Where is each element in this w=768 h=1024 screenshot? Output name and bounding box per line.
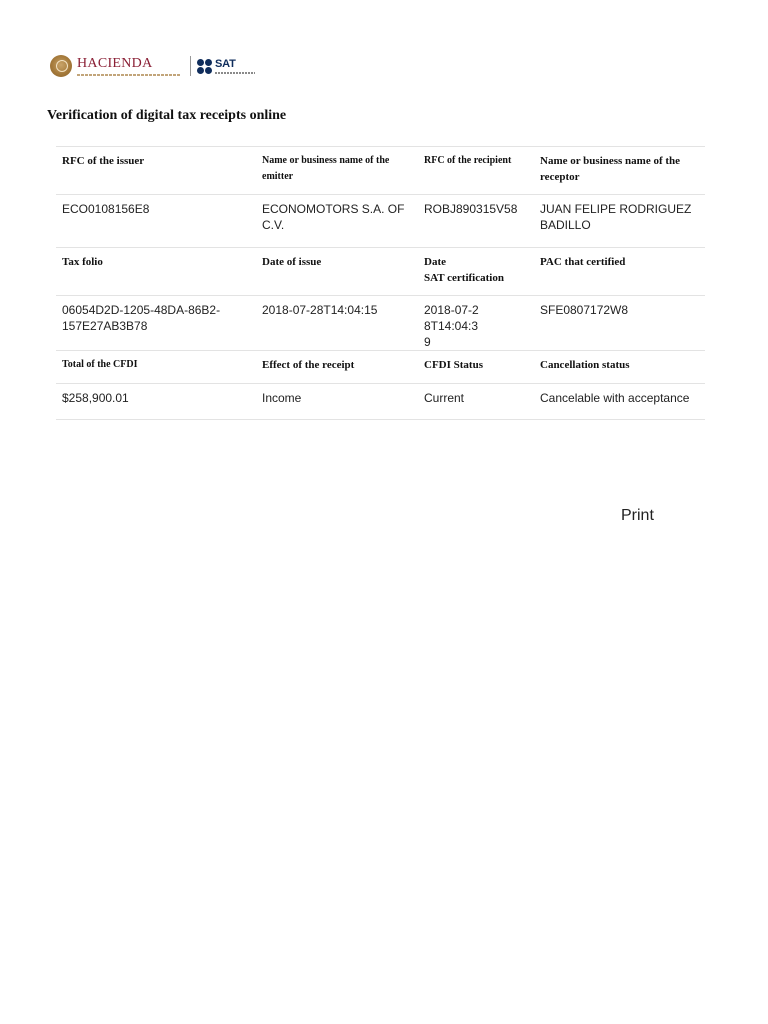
date-issue-label: Date of issue [256,248,418,296]
header-row-status [56,351,705,384]
hacienda-label: HACIENDA [77,55,153,71]
tax-folio-label: Tax folio [56,248,256,296]
issuer-name-label: Name or business name of the emitter [256,147,418,195]
value-row-status [56,384,705,420]
rfc-recipient-label: RFC of the recipient [418,147,534,195]
cfdi-status-label: CFDI Status [418,351,534,384]
value-row-dates [56,296,705,351]
cancellation-status-value: Cancelable with acceptance [534,384,705,420]
cfdi-status-value: Current [418,384,534,420]
total-value: $258,900.01 [56,384,256,420]
rfc-issuer-value: ECO0108156E8 [56,195,256,248]
sat-logo [215,58,255,74]
cancellation-status-label: Cancellation status [534,351,705,384]
header-row-parties [56,147,705,195]
sat-subtitle-graphic [215,72,255,74]
tax-folio-value [56,296,256,351]
date-issue-value: 2018-07-28T14:04:15 [256,296,418,351]
pac-label: PAC that certified [534,248,705,296]
date-sat-label [418,248,534,296]
header-logos [50,53,255,79]
page-title: Verification of digital tax receipts online [47,108,287,123]
date-sat-text: 2018-07-28T14:04:39 [424,303,479,349]
receptor-name-value: JUAN FELIPE RODRIGUEZ BADILLO [534,195,705,248]
issuer-name-value: ECONOMOTORS S.A. OF C.V. [256,195,418,248]
receptor-name-label: Name or business name of the receptor [534,147,705,195]
rfc-issuer-label: RFC of the issuer [56,147,256,195]
logo-divider [190,56,191,76]
receipt-details-table [56,146,705,420]
sat-label: SAT [215,58,236,70]
date-sat-label-line1: Date [424,256,446,268]
date-sat-value [418,296,534,351]
print-button[interactable]: Print [621,507,654,524]
hacienda-logo [77,57,181,76]
rfc-recipient-value: ROBJ890315V58 [418,195,534,248]
coat-of-arms-icon [50,55,72,77]
header-row-dates [56,248,705,296]
sat-dots-icon [197,59,212,74]
hacienda-subtitle-graphic [77,74,181,76]
value-row-parties [56,195,705,248]
date-sat-label-line2: SAT certification [424,272,504,284]
pac-value: SFE0807172W8 [534,296,705,351]
total-label: Total of the CFDI [56,351,256,384]
tax-folio-text: 06054D2D-1205-48DA-86B2-157E27AB3B78 [62,303,221,333]
effect-value: Income [256,384,418,420]
effect-label: Effect of the receipt [256,351,418,384]
